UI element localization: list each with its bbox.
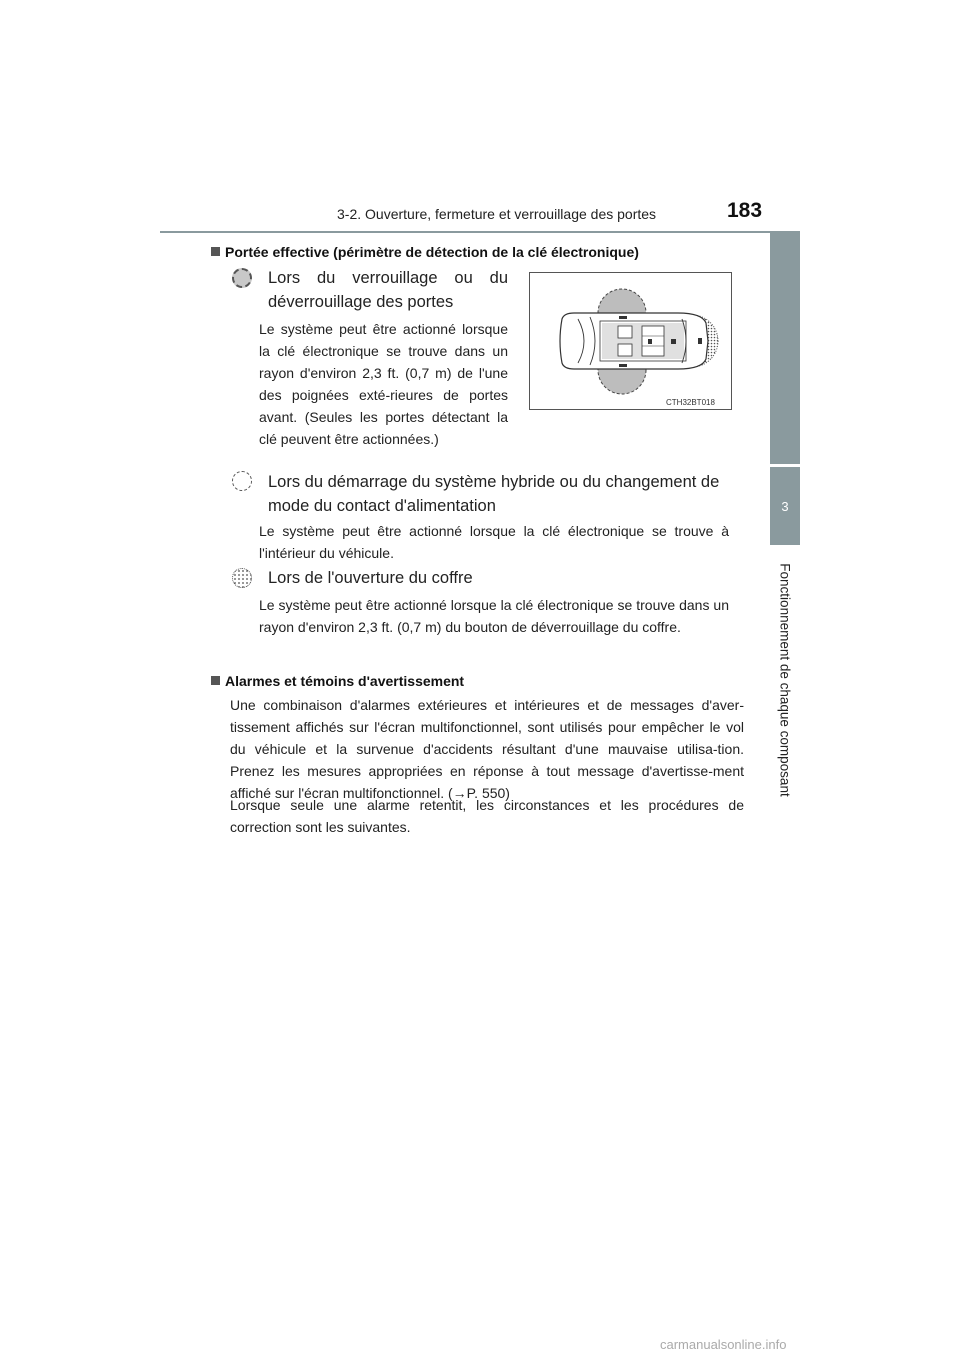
section-heading-text: Portée effective (périmètre de détection de la clé électronique): [225, 244, 639, 260]
item-title: Lors du verrouillage ou du déverrouillage des portes: [268, 269, 508, 311]
section-heading-alarms: [211, 673, 751, 689]
item-title: Lors de l'ouverture du coffre: [268, 569, 473, 587]
item-title: Lors du démarrage du système hybride ou du changement de mode du contact d'alimentation: [268, 473, 720, 515]
dashed-zone-icon: [232, 268, 252, 288]
header-rule: [160, 231, 800, 233]
alarms-paragraph: Une combinaison d'alarmes extérieures et intérieures et de messages d'aver-tissement affichés sur l'écran multifonctionnel, sont utilisés pour empêcher le vol du véhicule et la survenue d'accidents résultant d'une mauvaise utilisa-tion. Prenez les mesures appropriées en réponse à tout message d'avertisse-ment affiché sur l'écran multifonctionnel. (→P. 550): [230, 697, 744, 801]
rear-seat: [642, 326, 664, 356]
chapter-label-text: Fonctionnement de chaque composant: [777, 563, 793, 797]
section-header: 3-2. Ouverture, fermeture et verrouillage des portes: [337, 206, 657, 222]
section-heading-range: [211, 244, 771, 260]
door-handle-top: [619, 316, 627, 319]
seat-front-right: [618, 344, 632, 356]
side-bar: [770, 232, 800, 464]
alarms-paragraph-2: Lorsque seule une alarme retentit, les circonstances et les procédures de correction sont les suivantes.: [230, 797, 744, 835]
item-text: Le système peut être actionné lorsque la clé électronique se trouve dans un rayon d'environ 2,3 ft. (0,7 m) de l'une des poignées exté-rieures de portes avant. (Seules les portes détectant la clé peuvent être actionnées.): [259, 321, 508, 447]
square-bullet-icon: [211, 676, 220, 685]
section-heading-text: Alarmes et témoins d'avertissement: [225, 673, 465, 689]
watermark: carmanualsonline.info: [660, 1337, 787, 1352]
seat-front-left: [618, 326, 632, 338]
detection-range-figure: [529, 272, 732, 410]
item-text: Le système peut être actionné lorsque la clé électronique se trouve dans un rayon d'environ 2,3 ft. (0,7 m) du bouton de déverrouillage du coffre.: [259, 597, 729, 635]
figure-code: CTH32BT018: [666, 398, 715, 407]
square-bullet-icon: [211, 247, 220, 256]
chapter-number: 3: [781, 499, 789, 514]
door-handle-bottom: [619, 364, 627, 367]
car-top-view-diagram: [530, 273, 730, 408]
trunk-button: [698, 338, 702, 344]
dashed-circle-icon: [232, 471, 252, 491]
page-number: 183: [727, 199, 763, 222]
dotted-zone-icon: [232, 568, 252, 588]
item-text: Le système peut être actionné lorsque la clé électronique se trouve à l'intérieur du véhicule.: [259, 523, 729, 561]
